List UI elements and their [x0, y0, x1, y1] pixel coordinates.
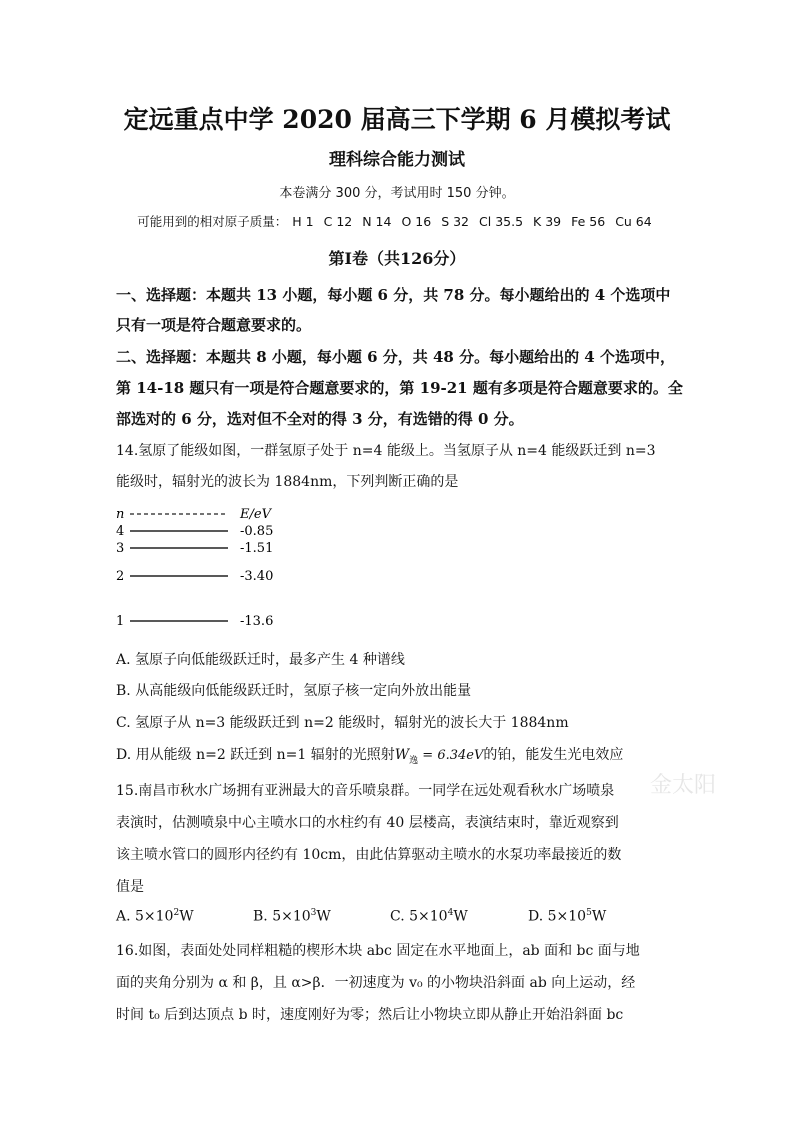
mass-item: N 14: [362, 214, 392, 229]
q15-option-a-exp: 2: [173, 908, 180, 918]
q15-option-b-unit: W: [316, 908, 331, 925]
q14-option-a: A. 氢原子向低能级跃迁时，最多产生 4 种谱线: [116, 652, 405, 668]
q15-option-b-base: B. 5×10: [253, 908, 311, 925]
q15-option-d: [528, 908, 606, 925]
mass-item: Cu 64: [615, 214, 652, 229]
q15-option-d-unit: W: [591, 908, 607, 925]
q15-stem-line2: 表演时，估测喷泉中心主喷水口的水柱约有 40 层楼高，表演结束时，靠近观察到: [116, 815, 619, 831]
q15-option-a: [116, 908, 194, 925]
q14-stem-line1: 14.氢原了能级如图，一群氢原子处于 n=4 能级上。当氢原子从 n=4 能级跃迁到 n=3: [116, 443, 656, 459]
exam-subtitle: 理科综合能力测试: [329, 150, 465, 170]
work-function-sub: 逸: [409, 755, 419, 766]
mass-item: S 32: [441, 214, 470, 229]
level-2-e: -3.40: [240, 569, 274, 584]
q15-option-b-exp: 3: [310, 908, 317, 918]
instruction-part2-line2: 第 14-18 题只有一项是符合题意要求的，第 19-21 题有多项是符合题意要求的。全: [116, 379, 683, 397]
instruction-part2-line3: 部选对的 6 分，选对但不全对的得 3 分，有选错的得 0 分。: [116, 410, 524, 428]
q15-option-b: [253, 908, 331, 925]
q14-stem-line2: 能级时，辐射光的波长为 1884nm，下列判断正确的是: [116, 474, 459, 490]
level-2-n: 2: [116, 569, 125, 584]
mass-item: Fe 56: [571, 214, 606, 229]
atomic-masses-label: 可能用到的相对原子质量：: [137, 214, 288, 229]
q16-stem-line2: 面的夹角分别为 α 和 β，且 α>β．一初速度为 v₀ 的小物块沿斜面 ab 向上运动，经: [116, 975, 636, 991]
instruction-part1-line2: 只有一项是符合题意要求的。: [116, 316, 312, 334]
level-4-e: -0.85: [240, 524, 274, 539]
mass-item: Cl 35.5: [479, 214, 524, 229]
level-3-n: 3: [116, 541, 125, 556]
q15-stem-line3: 该主喷水管口的圆形内径约有 10cm，由此估算驱动主喷水的水泵功率最接近的数: [116, 847, 622, 863]
q15-option-a-unit: W: [179, 908, 194, 925]
exam-note: 本卷满分 300 分，考试用时 150 分钟。: [279, 186, 515, 201]
mass-item: C 12: [323, 214, 353, 229]
q15-option-c-exp: 4: [447, 908, 454, 918]
mass-item: O 16: [401, 214, 432, 229]
mass-item: H 1: [292, 214, 314, 229]
q14-option-d: [116, 744, 623, 766]
exam-title: 定远重点中学 2020 届高三下学期 6 月模拟考试: [123, 105, 671, 134]
q14-option-d-pre: D. 用从能级 n=2 跃迁到 n=1 辐射的光照射: [116, 747, 395, 763]
q14-option-d-post: 的铂，能发生光电效应: [483, 747, 624, 763]
q14-option-b: B. 从高能级向低能级跃迁时，氢原子核一定向外放出能量: [116, 683, 472, 699]
q16-stem-line3: 时间 t₀ 后到达顶点 b 时，速度刚好为零；然后让小物块立即从静止开始沿斜面 bc: [116, 1007, 624, 1023]
q15-option-c: [390, 908, 468, 925]
q15-option-c-unit: W: [453, 908, 468, 925]
q14-option-c: C. 氢原子从 n=3 能级跃迁到 n=2 能级时，辐射光的波长大于 1884nm: [116, 715, 569, 731]
energy-level-diagram: [110, 502, 310, 632]
level-1-n: 1: [116, 614, 125, 629]
watermark: 金太阳: [650, 773, 717, 798]
q15-option-d-exp: 5: [586, 908, 592, 918]
instruction-part1-line1: 一、选择题：本题共 13 小题，每小题 6 分，共 78 分。每小题给出的 4 个选项中: [116, 286, 671, 304]
atomic-masses: [0, 212, 794, 230]
mass-item: K 39: [533, 214, 562, 229]
q15-stem-line4: 值是: [116, 879, 144, 895]
section-title: 第I卷（共126分）: [328, 249, 466, 268]
q16-stem-line1: 16.如图，表面处处同样粗糙的楔形木块 abc 固定在水平地面上，ab 面和 bc 面与地: [116, 943, 640, 959]
q15-option-d-base: D. 5×10: [528, 908, 587, 925]
level-1-e: -13.6: [240, 614, 274, 629]
q15-option-c-base: C. 5×10: [390, 908, 448, 925]
level-4-n: 4: [116, 524, 125, 539]
q15-option-a-base: A. 5×10: [116, 908, 174, 925]
work-function-value: = 6.34eV: [418, 748, 484, 763]
q15-stem-line1: 15.南昌市秋水广场拥有亚洲最大的音乐喷泉群。一同学在远处观看秋水广场喷泉: [116, 783, 615, 799]
diagram-energy-label: E/eV: [240, 507, 271, 522]
instruction-part2-line1: 二、选择题：本题共 8 小题，每小题 6 分，共 48 分。每小题给出的 4 个选项中，: [116, 348, 675, 366]
work-function-symbol: W: [394, 747, 410, 763]
level-3-e: -1.51: [240, 541, 274, 556]
diagram-n-label: n: [116, 507, 125, 522]
